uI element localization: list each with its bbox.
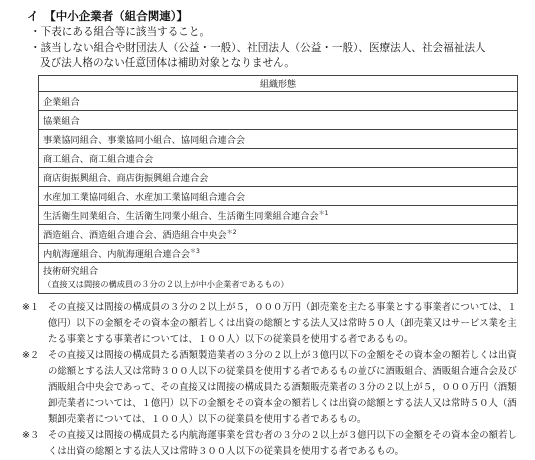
row-label: 商店街振興組合、商店街振興組合連合会 — [43, 172, 209, 184]
footnote-item — [22, 348, 522, 428]
table-row — [39, 186, 518, 205]
eligibility-bullets — [30, 25, 535, 72]
table-row — [39, 91, 518, 110]
row-label: 酒造組合、酒造組合連合会、酒造組合中央会 — [43, 229, 227, 241]
table-row — [39, 110, 518, 129]
row-label: 協業組合 — [43, 115, 80, 127]
row-footnote-mark: ＊1 — [318, 209, 329, 217]
footnote-item — [22, 300, 522, 348]
bullet-line: ・該当しない組合や財団法人（公益・一般）、社団法人（公益・一般）、医療法人、社会福祉法人 — [30, 41, 486, 54]
footnote-text: その直接又は間接の構成員たる酒類製造業者の３分の２以上が３億円以下の金額をその資本金の額若しくは出資の総額とする法人又は常時３００人以下の従業員を使用する者であるもの並びに酒販組合、酒販組合連合会及び酒販組合中央会であって、その直接又は間接の構成員たる酒類販売業者の３分の２以上が５，０００万円（酒類卸売業者については、１億円）以下の金額をその資本金の額若しくは出資の総額とする法人又は常時５０人（酒類卸売業者については、１００人）以下の従業員を使用する者であるもの。 — [48, 349, 517, 425]
footnote-mark: ※２ — [22, 349, 40, 361]
row-label: 技術研究組合 — [43, 266, 99, 277]
footnote-text: その直接又は間接の構成員の３分の２以上が５，０００万円（卸売業を主たる事業とする事業者については、１億円）以下の金額をその資本金の額若しくは出資の総額とする法人又は常時５０人（卸売業又はサービス業を主たる事業とする事業者については、１００人）以下の従業員を使用する者であるもの。 — [48, 301, 517, 345]
organization-table — [38, 75, 518, 294]
row-footnote-mark: ＊3 — [190, 247, 200, 255]
table-header: 組織形態 — [39, 75, 518, 91]
footnote-mark: ※１ — [22, 301, 40, 313]
row-label: 生活衛生同業組合、生活衛生同業小組合、生活衛生同業組合連合会 — [43, 210, 319, 222]
table-row — [39, 243, 518, 262]
table-row — [39, 262, 518, 293]
footnote-mark: ※３ — [22, 429, 40, 441]
row-note: （直接又は間接の構成員の３分の２以上が中小企業者であるもの） — [43, 279, 289, 289]
bullet-line: 及び法人格のない任意団体は補助対象となりません。 — [40, 57, 295, 69]
row-label: 企業組合 — [43, 96, 80, 108]
table-row — [39, 205, 518, 224]
row-label: 商工組合、商工組合連合会 — [43, 153, 154, 165]
row-label: 水産加工業協同組合、水産加工業協同組合連合会 — [43, 191, 246, 203]
table-row — [39, 148, 518, 167]
table-row — [39, 224, 518, 243]
bullet-line: ・下表にある組合等に該当すること。 — [30, 26, 211, 38]
row-label: 事業協同組合、事業協同小組合、協同組合連合会 — [43, 134, 246, 146]
footnote-item — [22, 428, 522, 460]
section-title: イ 【中小企業者（組合関連）】 — [27, 9, 188, 23]
table-row — [39, 129, 518, 148]
footnotes — [22, 300, 522, 460]
table-row — [39, 167, 518, 186]
footnote-text: その直接又は間接の構成員たる内航海運事業を営む者の３分の２以上が３億円以下の金額をその資本金の額若しくは出資の総額とする法人又は常時３００人以下の従業員を使用する者であるもの。 — [48, 429, 517, 457]
row-label: 内航海運組合、内航海運組合連合会 — [43, 248, 190, 260]
row-footnote-mark: ＊2 — [226, 228, 237, 236]
